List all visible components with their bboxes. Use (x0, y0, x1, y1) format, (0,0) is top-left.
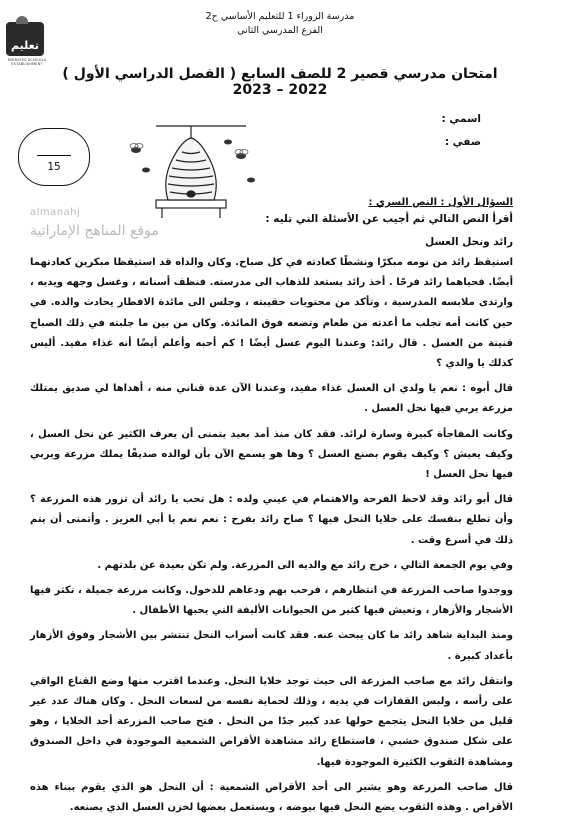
name-field-label: اسمي : (441, 113, 481, 125)
score-total: 15 (47, 161, 61, 173)
story-paragraph: ووجدوا صاحب المزرعة في انتظارهم ، فرحب بهم ودعاهم للدخول. وكانت مزرعة جميلة ، تكثر فيها الأشجار والأزهار ، وتعيش فيها كثير من الحيوانات الأليفة التي يحبها الأطفال . (30, 585, 513, 617)
score-blank-line (37, 155, 71, 156)
story-paragraph: وانتقل رائد مع صاحب المزرعة الى حيث توجد خلايا النحل. وعندما اقترب منها وضع القناع الواقي على رأسه ، ولبس القفازات في يديه ، وذلك لحماية نفسه من لسعات النحل . وكان هناك عدد غير قليل من خلايا النحل يتجمع حولها عدد كبير جدًا من النحل . فتح صاحب المزرعة أحد الخلايا ، وهو على شكل صندوق خشبي ، فاستطاع رائد مشاهدة الأقراص الشمعية الموجودة في داخل الصندوق ومشاهدة الثقوب الكثيرة الموجودة فيها. (30, 675, 513, 768)
logo-subtitle: EMIRATES SCHOOLS ESTABLISHMENT (7, 58, 47, 66)
question-instruction: أقرأ النص التالي ثم أجيب عن الأسئلة التي تليه : (265, 213, 513, 225)
story-paragraph: ومنذ البداية شاهد رائد ما كان يبحث عنه. فقد كانت أسراب النحل تنتشر بين الأشجار وفوق الأزهار بأعداد كبيرة . (30, 630, 513, 662)
school-name: مدرسة الزوراء 1 للتعليم الأساسي ح2 (205, 11, 355, 22)
story-title: رائد ونحل العسل (425, 236, 513, 248)
story-paragraph: قال أبوه : نعم يا ولدي ان العسل غذاء مفيد، وعندنا الآن عدة قناني منه ، أهداها لي صديق يمتلك مزرعة يربي فيها نحل العسل . (30, 383, 513, 415)
class-field-label: صفي : (444, 136, 481, 148)
story-paragraph: وفي يوم الجمعة التالي ، خرج رائد مع والديه الى المزرعة. ولم تكن بعيدة عن بلدتهم . (97, 559, 513, 571)
watermark (30, 204, 159, 240)
school-branch: الفرع المدرسي الثاني (237, 25, 323, 36)
story-paragraph: قال صاحب المزرعة وهو يشير الى أحد الأقراص الشمعية : أن النحل هو الذي يقوم ببناء هذه الأقراص . وهذه الثقوب يضع النحل فيها بيوضه ، ويستعمل بعضها لخزن العسل الذي يصنعه. (30, 781, 513, 814)
story-paragraph: وكانت المفاجأة كبيرة وسارة لرائد. فقد كان منذ أمد بعيد يتمنى أن يعرف الكثير عن نحل العسل ، وكيف يعيش ؟ وكيف يقوم بصنع العسل ؟ وها هو يسمع الآن بأن لوالده صديقًا يملك مزرعة ويربي فيها نحل العسل ! (30, 428, 513, 481)
question-title: السؤال الأول : النص السري : (368, 197, 513, 208)
school-header (150, 10, 410, 38)
story-paragraph: قال أبو رائد وقد لاحظ الفرحة والاهتمام في عيني ولده : هل تحب يا رائد أن تزور هذه المزرعة ؟ وأن تطلع بنفسك على خلايا النحل فيها ؟ صاح رائد بفرح : نعم نعم يا أبي العزيز . وأتمنى أن يتم ذلك في أسرع وقت . (30, 494, 513, 546)
watermark-ar: موقع المناهج الإماراتية (30, 223, 159, 239)
logo-mark-icon (6, 22, 44, 56)
story-paragraph: استيقظ رائد من نومه مبكرًا ونشطًا كعادته في كل صباح. وكان والداه قد استيقظا مبكرين كعادتهما أيضًا. فحياهما رائد فرحًا . أخذ رائد يستعد للذهاب الى مدرسته. فنظف أسنانه ، وغسل وجهه ويديه ، وارتدى ملابسه المدرسية ، وتأكد من محتويات حقيبته ، وجلس الى مائدة الافطار يحادث والده. في حين كانت أمه تجلب ما أعدته من طعام وتضعه فوق المائدة. وكان من بين ما جلبته في ذلك الصباح قنينة من العسل . قال رائد: وعندنا اليوم عسل أيضًا ! كم أحبه وأعلم أيضًا أنه غذاء مفيد. أليس كذلك يا والدي ؟ (30, 257, 513, 370)
logo (6, 22, 48, 70)
student-fields (442, 108, 481, 154)
logo-text: تعليم (11, 39, 39, 52)
score-box (18, 128, 90, 186)
story-body (30, 253, 513, 823)
watermark-en: almanahj (30, 207, 81, 218)
exam-title: امتحان مدرسي قصير 2 للصف السابع ( الفصل الدراسي الأول ) 2022 – 2023 (62, 66, 498, 98)
